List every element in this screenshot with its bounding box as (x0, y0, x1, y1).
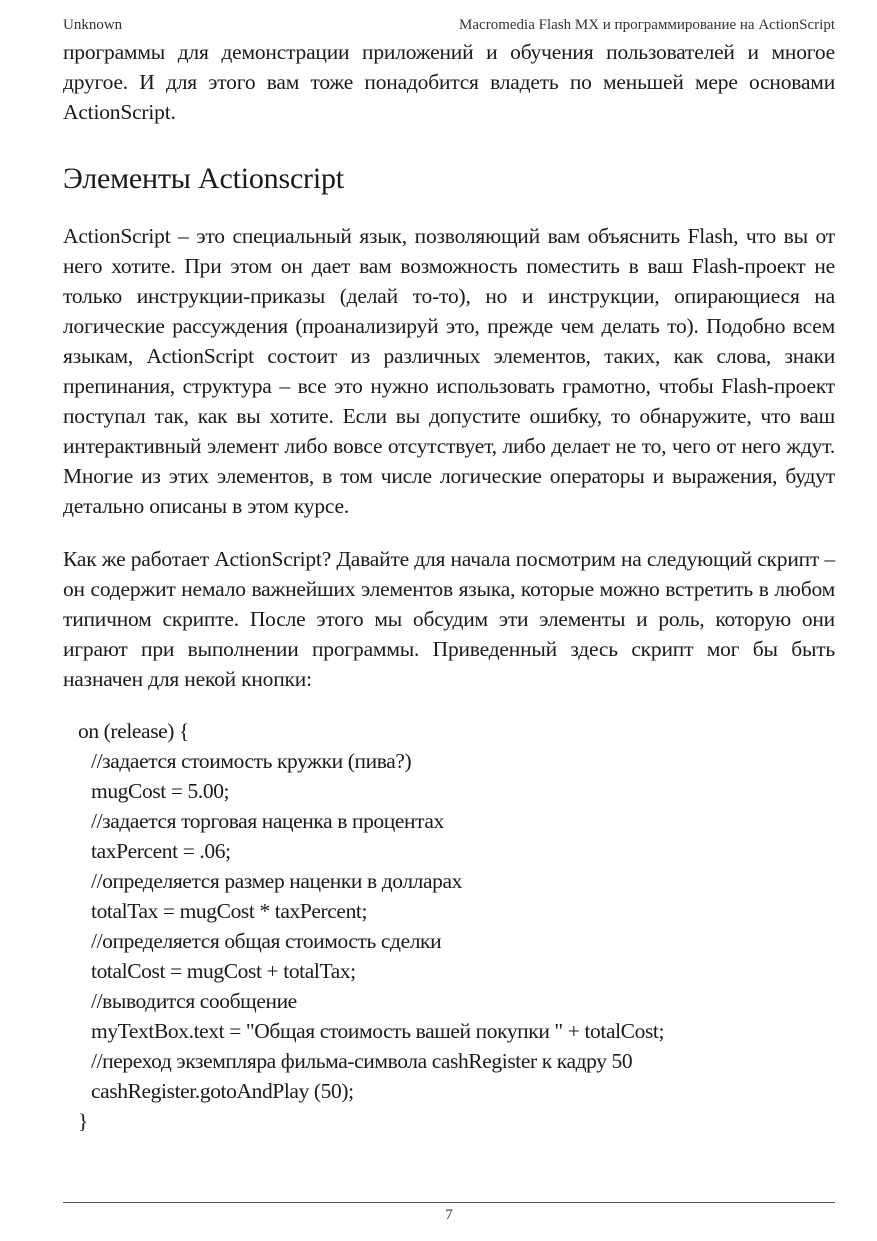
code-line: //переход экземпляра фильма-символа cashRegister к кадру 50 (91, 1049, 633, 1073)
code-line: myTextBox.text = "Общая стоимость вашей покупки " + totalCost; (91, 1019, 665, 1043)
code-line: //выводится сообщение (91, 989, 297, 1013)
page-number: 7 (445, 1207, 453, 1223)
code-line: taxPercent = .06; (91, 839, 231, 863)
code-line: } (78, 1109, 88, 1133)
code-line: //задается стоимость кружки (пива?) (91, 749, 412, 773)
paragraph-intro-continuation: программы для демонстрации приложений и обучения пользователей и многое другое. И для этого вам тоже понадобится владеть по меньшей мере основами ActionScript. (63, 40, 835, 124)
header-author: Unknown (63, 17, 123, 33)
code-line: cashRegister.gotoAndPlay (50); (91, 1079, 354, 1103)
section-heading: Элементы Actionscript (63, 162, 344, 195)
document-page (63, 14, 835, 1136)
paragraph-how-it-works: Как же работает ActionScript? Давайте для начала посмотрим на следующий скрипт – он содержит немало важнейших элементов языка, которые можно встретить в любом типичном скрипте. После этого мы обсудим эти элементы и роль, которую они играют при выполнении программы. Приведенный здесь скрипт мог бы быть назначен для некой кнопки: (63, 547, 835, 691)
running-header (63, 14, 835, 36)
code-line: mugCost = 5.00; (91, 779, 230, 803)
code-line: totalTax = mugCost * taxPercent; (91, 899, 368, 923)
code-line: totalCost = mugCost + totalTax; (91, 959, 356, 983)
code-line: //определяется размер наценки в долларах (91, 869, 462, 893)
code-line: //задается торговая наценка в процентах (91, 809, 444, 833)
footer-divider (63, 1202, 835, 1203)
code-listing (63, 716, 835, 1136)
header-book-title: Macromedia Flash MX и программирование на ActionScript (459, 17, 835, 33)
code-line: on (release) { (78, 719, 189, 743)
paragraph-actionscript-definition: ActionScript – это специальный язык, позволяющий вам объяснить Flash, что вы от него хотите. При этом он дает вам возможность поместить в ваш Flash-проект не только инструкции-приказы (делай то-то), но и инструкции, опирающиеся на логические рассуждения (проанализируй это, прежде чем делать то). Подобно всем языкам, ActionScript состоит из различных элементов, таких, как слова, знаки препинания, структура – все это нужно использовать грамотно, чтобы Flash-проект поступал так, как вы хотите. Если вы допустите ошибку, то обнаружите, что ваш интерактивный элемент либо вовсе отсутствует, либо делает не то, чего от него ждут. Многие из этих элементов, в том числе логические операторы и выражения, будут детально описаны в этом курсе. (63, 224, 835, 518)
code-line: //определяется общая стоимость сделки (91, 929, 442, 953)
